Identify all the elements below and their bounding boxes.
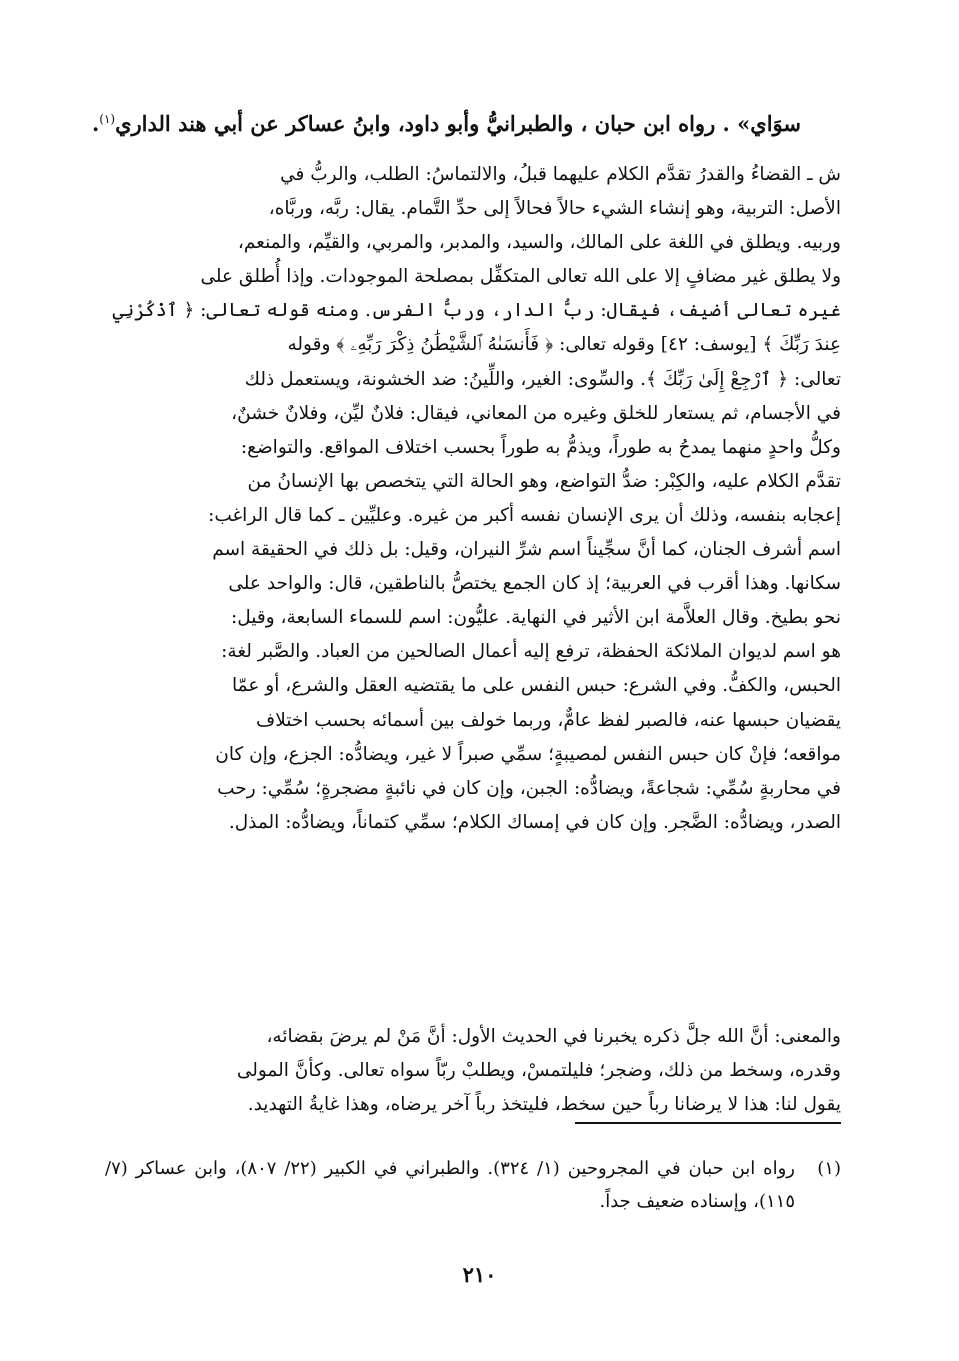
commentary-line: تقدَّم الكلام عليه، والكِبْر: ضدُّ التواضع، وهو الحالة التي يتخصص بها الإنسانُ من [247,470,841,492]
commentary-line: اسم أشرف الجنان، كما أنَّ سجِّيناً اسم شرِّ النيران، وقيل: بل ذلك في الحقيقة اسم [212,539,841,561]
commentary-line: الصدر، ويضادُّه: الضَّجر. وإن كان في إمساك الكلام؛ سمِّي كتماناً، ويضادُّه: المذل. [228,811,841,833]
footnote-separator [575,1122,841,1124]
commentary-line: وكلُّ واحدٍ منهما يمدحُ به طوراً، ويذمُّ به طوراً بحسب اختلاف المواقع. والتواضع: [240,436,841,458]
footnote-text: رواه ابن حبان في المجروحين (١/ ٣٢٤). والطبراني في الكبير (٢٢/ ٨٠٧)، وابن عساكر (٧/ ١١٥)، وإسناده ضعيف جداً. [105,1158,795,1212]
meaning-line: والمعنى: أنَّ الله جلَّ ذكره يخبرنا في الحديث الأول: أنَّ مَنْ لم يرضَ بقضائه، [266,1026,841,1047]
commentary-line: في الأجسام، ثم يستعار للخلق وغيره من المعاني، فيقال: فلانٌ ليِّن، وفلانٌ خشنٌ، [231,402,841,424]
meaning-paragraph [105,1020,841,1122]
commentary-paragraph [105,158,841,840]
meaning-line: يقول لنا: هذا لا يرضانا رباً حين سخط، فليتخذ رباً آخر يرضاه، وهذا غايةُ التهديد. [247,1094,841,1116]
commentary-line: هو اسم لديوان الملائكة الحفظة، ترفع إليه أعمال الصالحين من العباد. والصَّبر لغة: [221,641,841,663]
commentary-line: ش ـ القضاءُ والقدرُ تقدَّم الكلام عليهما قبلُ، والالتماسُ: الطلب، والربُّ في [280,164,841,185]
commentary-line: نحو بطيخ. وقال العلاَّمة ابن الأثير في النهاية. عليُّون: اسم للسماء السابعة، وقيل: [231,607,841,629]
commentary-line: في محاربةٍ سُمِّي: شجاعةً، ويضادُّه: الجبن، وإن كان في نائبةٍ مضجرةٍ؛ سُمِّي: رحب [217,777,841,799]
footnote-number: (١) [817,1158,841,1179]
narration-text: سوَاي» . رواه ابن حبان ، والطبرانيُّ وأبو داود، وابنُ عساكر عن أبي هند الداري [115,111,801,136]
commentary-line: عِندَ رَبِّكَ ﴾ [يوسف: ٤٢] وقوله تعالى: ﴿ فَأَنسَىٰهُ ٱلشَّيْطَٰنُ ذِكْرَ رَبِّهِۦ ﴾ وقوله [287,334,841,356]
commentary-line: تعالى: ﴿ ٱرْجِعْ إِلَىٰ رَبِّكَ ﴾. والسِّوى: الغير، واللِّينُ: ضد الخشونة، ويستعمل ذلك [244,368,841,390]
page-number: ٢١٠ [462,1262,497,1287]
commentary-line: مواقعه؛ فإنْ كان حبس النفس لمصيبةٍ؛ سمِّي صبراً لا غير، ويضادُّه: الجزع، وإن كان [215,743,841,765]
commentary-line: غيره تعالى أضيف، فيقال: ربُّ الدار، وربُّ الفرس. ومنه قوله تعالى: ﴿ ٱذْكُرْنِي [112,300,841,322]
narration-end: . [91,111,100,136]
commentary-line: سكانها. وهذا أقرب في العربية؛ إذ كان الجمع يختصُّ بالناطقين، قال: والواحد على [228,573,841,595]
commentary-line: ولا يطلق غير مضافٍ إلا على الله تعالى المتكفِّل بمصلحة الموجودات. وإذا أُطلق على [200,266,841,288]
commentary-line: يقضيان حبسها عنه، فالصبر لفظ عامٌّ، وربما خولف بين أسمائه بحسب اختلاف [256,709,841,731]
commentary-line: وربيه. ويطلق في اللغة على المالك، والسيد، والمدبر، والمربي، والقيِّم، والمنعم، [237,232,841,254]
commentary-line: الأصل: التربية، وهو إنشاء الشيء حالاً فحالاً إلى حدِّ التَّمام. يقال: ربَّه، وربَّاه، [268,198,841,220]
footnote-reference[interactable]: (١) [99,112,116,126]
commentary-line: الحبس، والكفُّ. وفي الشرع: حبس النفس على ما يقتضيه العقل والشرع، أو عمّا [232,675,841,697]
commentary-line: إعجابه بنفسه، وذلك أن يرى الإنسان نفسه أكبر من غيره. وعليِّين ـ كما قال الراغب: [208,504,841,526]
hadith-narration-line [91,102,801,141]
meaning-line: وقدره، وسخط من ذلك، وضجر؛ فليلتمسْ، ويطلبْ ربّاً سواه تعالى. وكأنَّ المولى [236,1060,841,1082]
footnote [105,1152,841,1218]
